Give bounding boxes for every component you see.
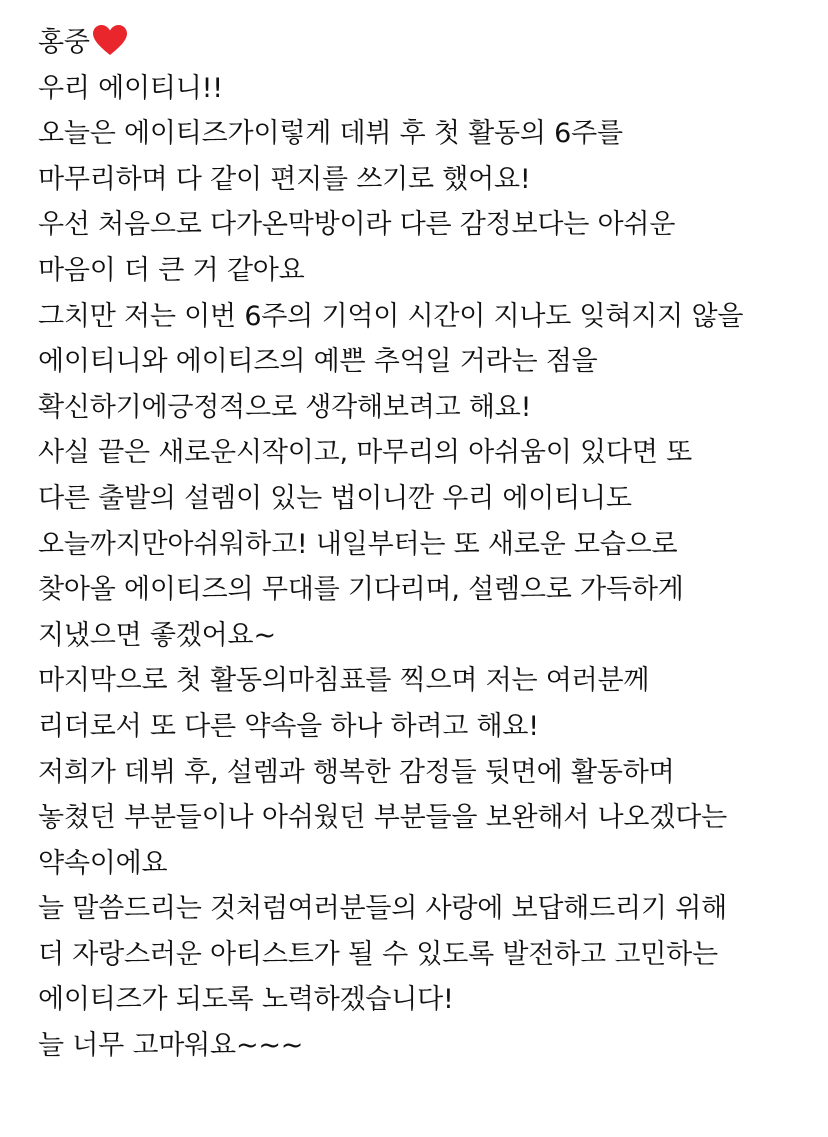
note-line: 오늘은 에이티즈가이렇게 데뷔 후 첫 활동의 6주를 <box>38 118 623 150</box>
note-lines <box>38 66 818 1069</box>
note-line: 우선 처음으로 다가온막방이라 다른 감정보다는 아쉬운 <box>38 209 676 241</box>
note-line: 마지막으로 첫 활동의마침표를 찍으며 저는 여러분께 <box>38 665 650 697</box>
note-line: 지냈으면 좋겠어요~ <box>38 619 276 651</box>
note-line: 리더로서 또 다른 약속을 하나 하려고 해요! <box>38 710 539 742</box>
note-line: 놓쳤던 부분들이나 아쉬웠던 부분들을 보완해서 나오겠다는 <box>38 802 727 834</box>
note-title: 홍중 <box>38 27 90 58</box>
note-line: 늘 말씀드리는 것처럼여러분들의 사랑에 보답해드리기 위해 <box>38 893 727 925</box>
note-line: 그치만 저는 이번 6주의 기억이 시간이 지나도 잊혀지지 않을 <box>38 300 744 332</box>
note-line: 늘 너무 고마워요~~~ <box>38 1030 304 1062</box>
red-heart-icon <box>92 24 128 56</box>
note-line: 약속이에요 <box>38 847 168 879</box>
note-line: 더 자랑스러운 아티스트가 될 수 있도록 발전하고 고민하는 <box>38 938 718 970</box>
note-line: 다른 출발의 설렘이 있는 법이니깐 우리 에이티니도 <box>38 482 632 514</box>
note-line: 에이티니와 에이티즈의 예쁜 추억일 거라는 점을 <box>38 346 598 378</box>
note-line: 에이티즈가 되도록 노력하겠습니다! <box>38 984 454 1016</box>
note-title-line <box>38 20 818 66</box>
note-body <box>38 20 818 1069</box>
note-line: 찾아올 에이티즈의 무대를 기다리며, 설렘으로 가득하게 <box>38 574 684 606</box>
note-line: 저희가 데뷔 후, 설렘과 행복한 감정들 뒷면에 활동하며 <box>38 756 675 788</box>
note-line: 사실 끝은 새로운시작이고, 마무리의 아쉬움이 있다면 또 <box>38 437 692 469</box>
note-line: 마무리하며 다 같이 편지를 쓰기로 했어요! <box>38 163 531 195</box>
note-line: 우리 에이티니!! <box>38 72 223 104</box>
note-line: 마음이 더 큰 거 같아요 <box>38 254 305 286</box>
note-line: 확신하기에긍정적으로 생각해보려고 해요! <box>38 391 532 423</box>
note-line: 오늘까지만아쉬워하고! 내일부터는 또 새로운 모습으로 <box>38 528 678 560</box>
